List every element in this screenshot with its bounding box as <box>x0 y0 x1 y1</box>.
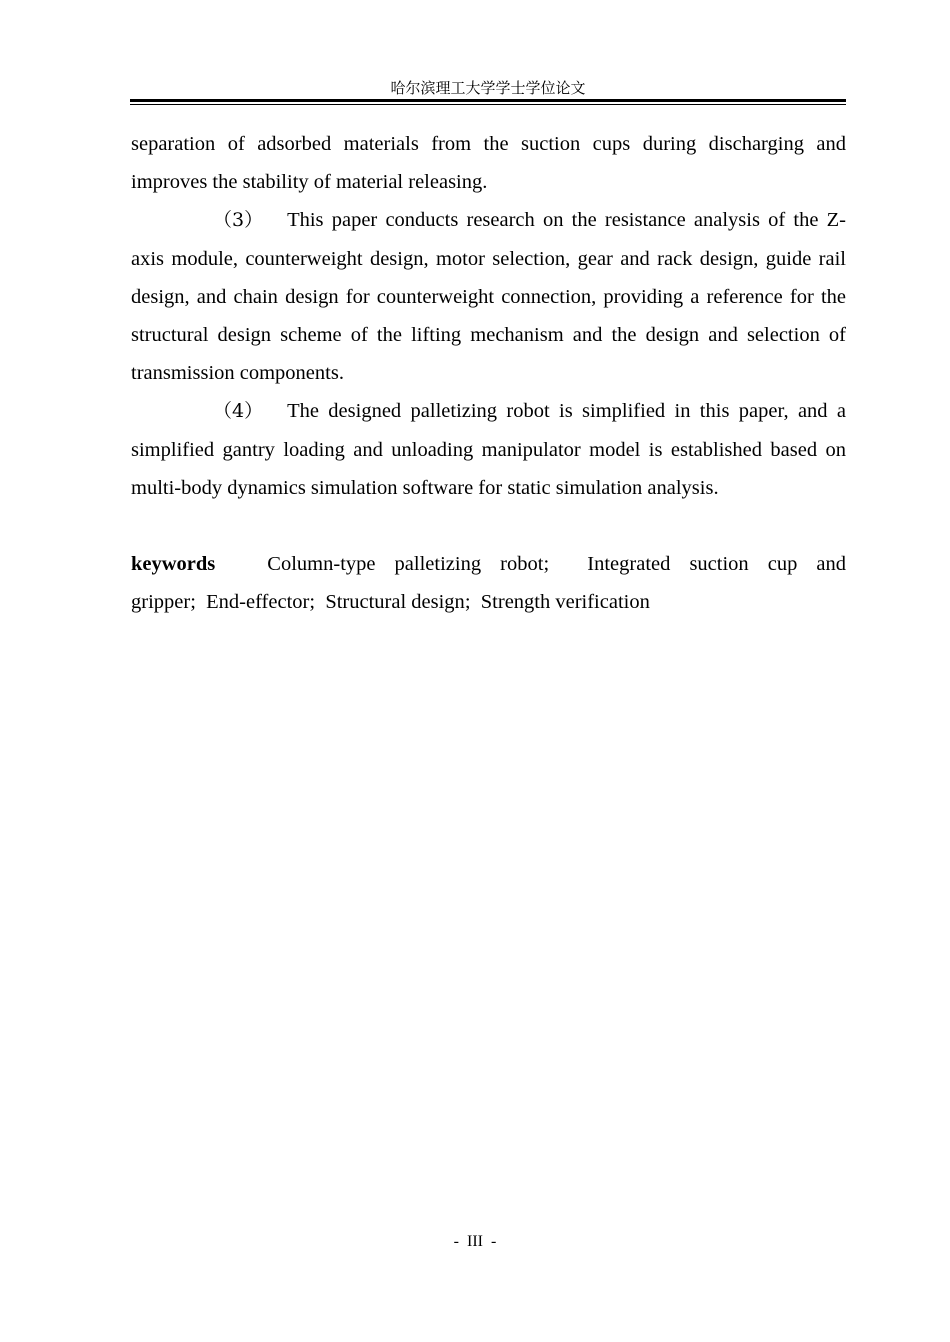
paragraph-item-4 <box>131 392 846 507</box>
item-number-4: （4） <box>213 400 264 423</box>
keyword-item: Strength verification <box>480 591 650 614</box>
page-header-title: 哈尔滨理工大学学士学位论文 <box>390 79 586 97</box>
paragraph-item-3 <box>131 201 846 392</box>
item-text-3: This paper conducts research on the resistance analysis of the Z-axis module, counterweight design, motor selection, gear and rack design, guide rail design, and chain design for counterweight connection, providing a reference for the structural design scheme of the lifting mechanism and the design and selection of transmission components. <box>131 209 846 385</box>
keyword-item: Column-type palletizing robot <box>267 553 544 576</box>
page-number: - III - <box>453 1233 497 1250</box>
header-rule-thin <box>130 104 846 105</box>
item-number-3: （3） <box>213 209 264 232</box>
keyword-item: Integrated suction cup and gripper <box>131 553 847 614</box>
header-rule-thick <box>130 99 846 102</box>
main-text <box>131 125 846 621</box>
paragraph-continuation: separation of adsorbed materials from the suction cups during discharging and improves the stability of material releasing. <box>131 133 846 194</box>
item-text-4: The designed palletizing robot is simplified in this paper, and a simplified gantry loading and unloading manipulator model is established based on multi-body dynamics simulation software for static simulation analysis. <box>131 400 846 499</box>
keyword-item: End-effector <box>206 591 310 614</box>
keywords-line: keywords Column-type palletizing robot; Integrated suction cup and gripper; End-effector; Structural design; Strength verification <box>131 553 847 614</box>
keyword-item: Structural design <box>325 591 465 614</box>
keywords-label: keywords <box>131 553 216 576</box>
